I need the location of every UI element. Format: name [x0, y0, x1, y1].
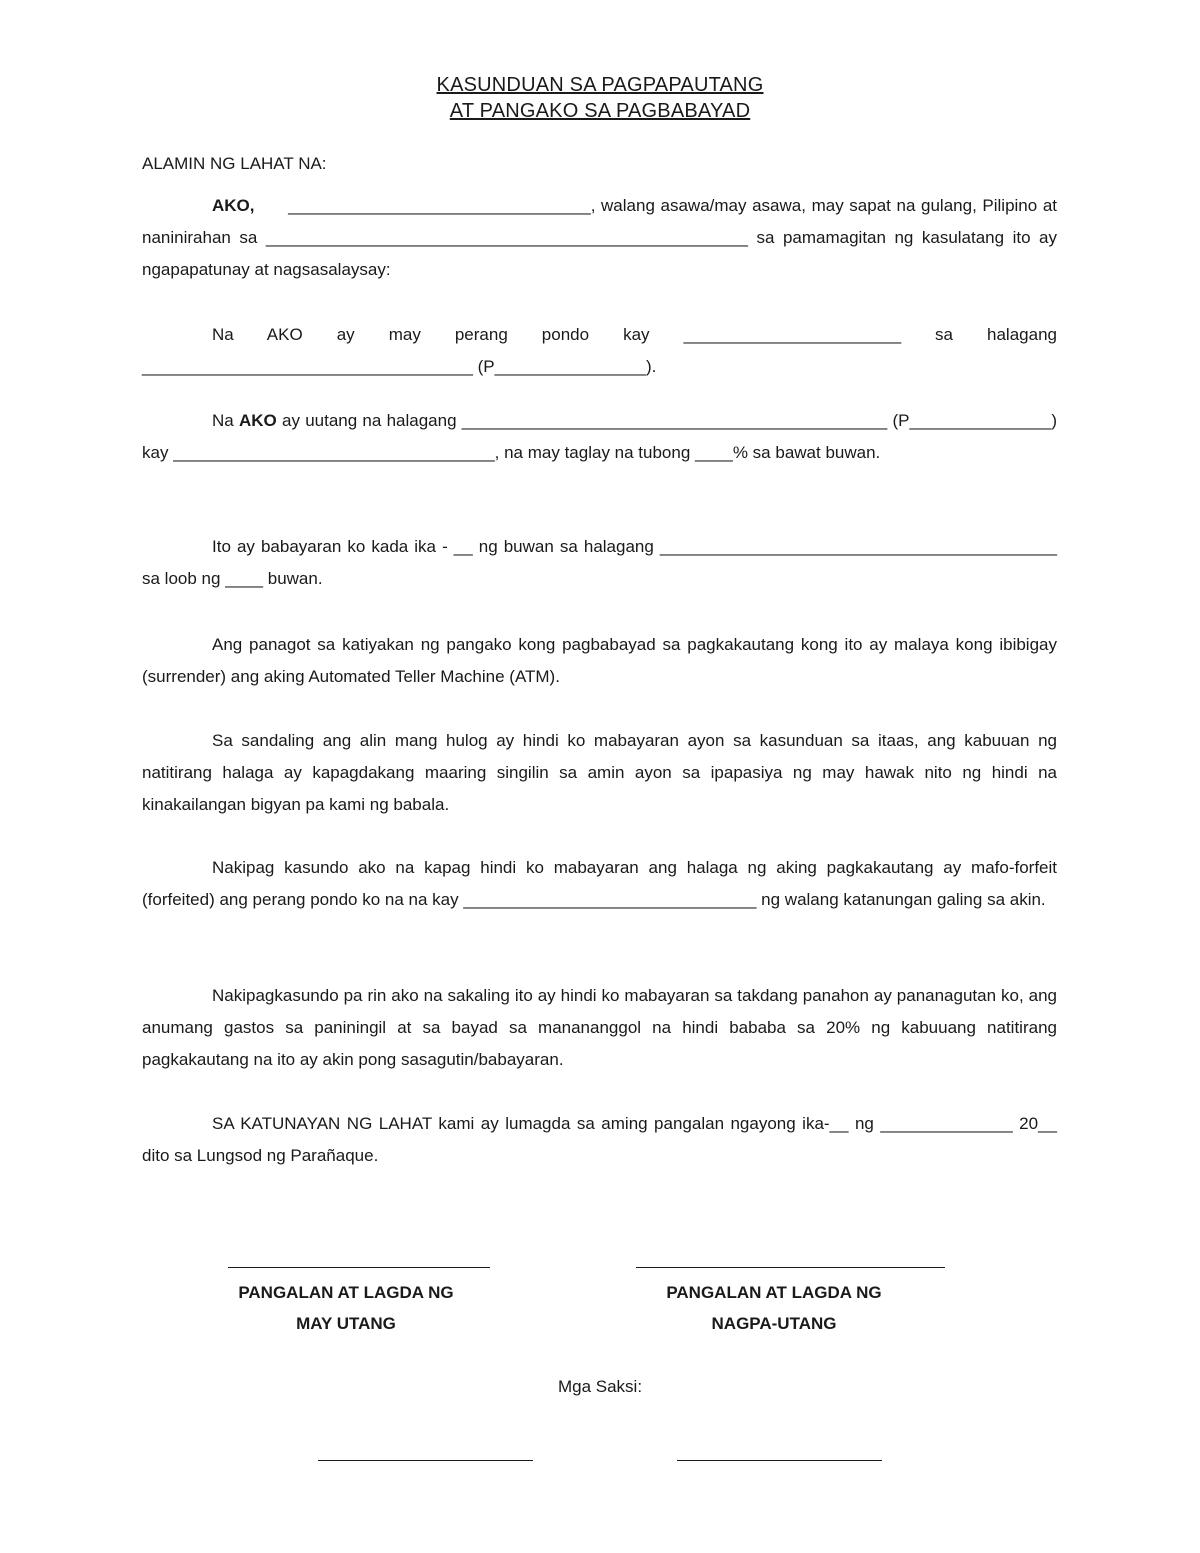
blank-fund-amount-words: ___________________________________ [142, 357, 473, 376]
paragraph-declaration [142, 190, 1057, 286]
p1-text2: sa pamamagitan ng kasulatang ito ay ngapapatunay at nagsasalaysay: [142, 228, 1057, 279]
paragraph-attestation [142, 1108, 1057, 1172]
p3-text5: , na may taglay na tubong [494, 443, 696, 462]
p7-text1: Nakipag kasundo ako na kapag hindi ko mabayaran ang halaga ng aking pagkakautang ay mafo-forfeit (forfeited) ang perang pondo ko na na kay [142, 858, 1057, 909]
p3-text4: ) kay [142, 411, 1057, 462]
paragraph-loan [142, 405, 1057, 469]
p3-text2: ay uutang na halagang [276, 411, 462, 430]
blank-loan-amount-words: _____________________________________________ [461, 411, 888, 430]
blank-fund-holder: _______________________ [683, 325, 902, 344]
blank-payment-amount: __________________________________________ [659, 537, 1057, 556]
p4-text3: sa loob ng [142, 569, 226, 588]
lender-caption-line1: PANGALAN AT LAGDA NG [666, 1283, 882, 1302]
p4-text1: Ito ay babayaran ko kada ika - [212, 537, 454, 556]
p3-text1: Na [212, 411, 239, 430]
p2-text2: sa halagang [901, 325, 1057, 344]
witness-2-signature-line [677, 1460, 882, 1461]
lender-signature-line [636, 1267, 945, 1268]
p3-text3: (P [887, 411, 910, 430]
paragraph-collection-costs: Nakipagkasundo pa rin ako na sakaling ito ay hindi ko mabayaran sa takdang panahon ay pananagutan ko, ang anumang gastos sa paniningil at sa bayad sa manananggol na hindi bababa sa 20% ng kabuuang natitirang pagkakautang na ito ay akin pong sasagutin/babayaran. [142, 986, 1057, 1069]
blank-forfeit-holder: _______________________________ [463, 890, 757, 909]
p4-text4: buwan. [263, 569, 323, 588]
debtor-signature-caption [198, 1277, 494, 1339]
blank-address: ___________________________________________________ [265, 228, 748, 247]
p7-text2: ng walang katanungan galing sa akin. [756, 890, 1046, 909]
p4-text2: ng buwan sa halagang [472, 537, 660, 556]
debtor-signature-line [228, 1267, 490, 1268]
blank-loan-amount-figure: _______________ [909, 411, 1052, 430]
p2-text3: (P [472, 357, 495, 376]
witnesses-label: Mga Saksi: [557, 1377, 643, 1396]
intro-text: ALAMIN NG LAHAT NA: [142, 154, 327, 173]
blank-fund-amount-figure: ________________ [494, 357, 646, 376]
blank-name: ________________________________ [288, 196, 591, 215]
title-line-2: AT PANGAKO SA PAGBABAYAD [449, 100, 751, 122]
witness-1-signature-line [318, 1460, 533, 1461]
blank-payment-day: __ [453, 537, 473, 556]
p2-text1: Na AKO ay may perang pondo kay [212, 325, 684, 344]
p2-text4: ). [645, 357, 657, 376]
debtor-caption-line1: PANGALAN AT LAGDA NG [238, 1283, 454, 1302]
p9-text4: dito sa Lungsod ng Parañaque. [142, 1146, 379, 1165]
paragraph-fund [142, 319, 1057, 383]
blank-months: ____ [225, 569, 264, 588]
title-line-1: KASUNDUAN SA PAGPAPAUTANG [436, 74, 764, 96]
p3-text6: % sa bawat buwan. [732, 443, 881, 462]
ako-bold: AKO [238, 411, 277, 430]
paragraph-default: Sa sandaling ang alin mang hulog ay hindi ko mabayaran ayon sa kasunduan sa itaas, ang kabuuan ng natitirang halaga ay kapagdakang maaring singilin sa amin ayon sa ipapasiya ng may hawak nito ng hindi na kinakailangan bigyan pa kami ng babala. [142, 731, 1057, 814]
p9-text1: SA KATUNAYAN NG LAHAT kami ay lumagda sa aming pangalan ngayong ika- [212, 1114, 830, 1133]
paragraph-forfeiture [142, 852, 1057, 916]
blank-sign-day: __ [829, 1114, 849, 1133]
paragraph-payment-schedule [142, 531, 1057, 595]
p9-text3: 20 [1012, 1114, 1039, 1133]
blank-sign-year: __ [1038, 1114, 1058, 1133]
p1-text1: , walang asawa/may asawa, may sapat na gulang, Pilipino at naninirahan sa [142, 196, 1057, 247]
blank-sign-month: ______________ [880, 1114, 1013, 1133]
ako-label: AKO, [212, 196, 255, 215]
lender-signature-caption [626, 1277, 922, 1339]
blank-lender-name: __________________________________ [173, 443, 495, 462]
debtor-caption-line2: MAY UTANG [296, 1314, 396, 1333]
paragraph-collateral: Ang panagot sa katiyakan ng pangako kong pagbabayad sa pagkakautang kong ito ay malaya kong ibibigay (surrender) ang aking Automated Teller Machine (ATM). [142, 635, 1057, 686]
blank-interest-rate: ____ [695, 443, 733, 462]
p9-text2: ng [848, 1114, 881, 1133]
lender-caption-line2: NAGPA-UTANG [711, 1314, 837, 1333]
